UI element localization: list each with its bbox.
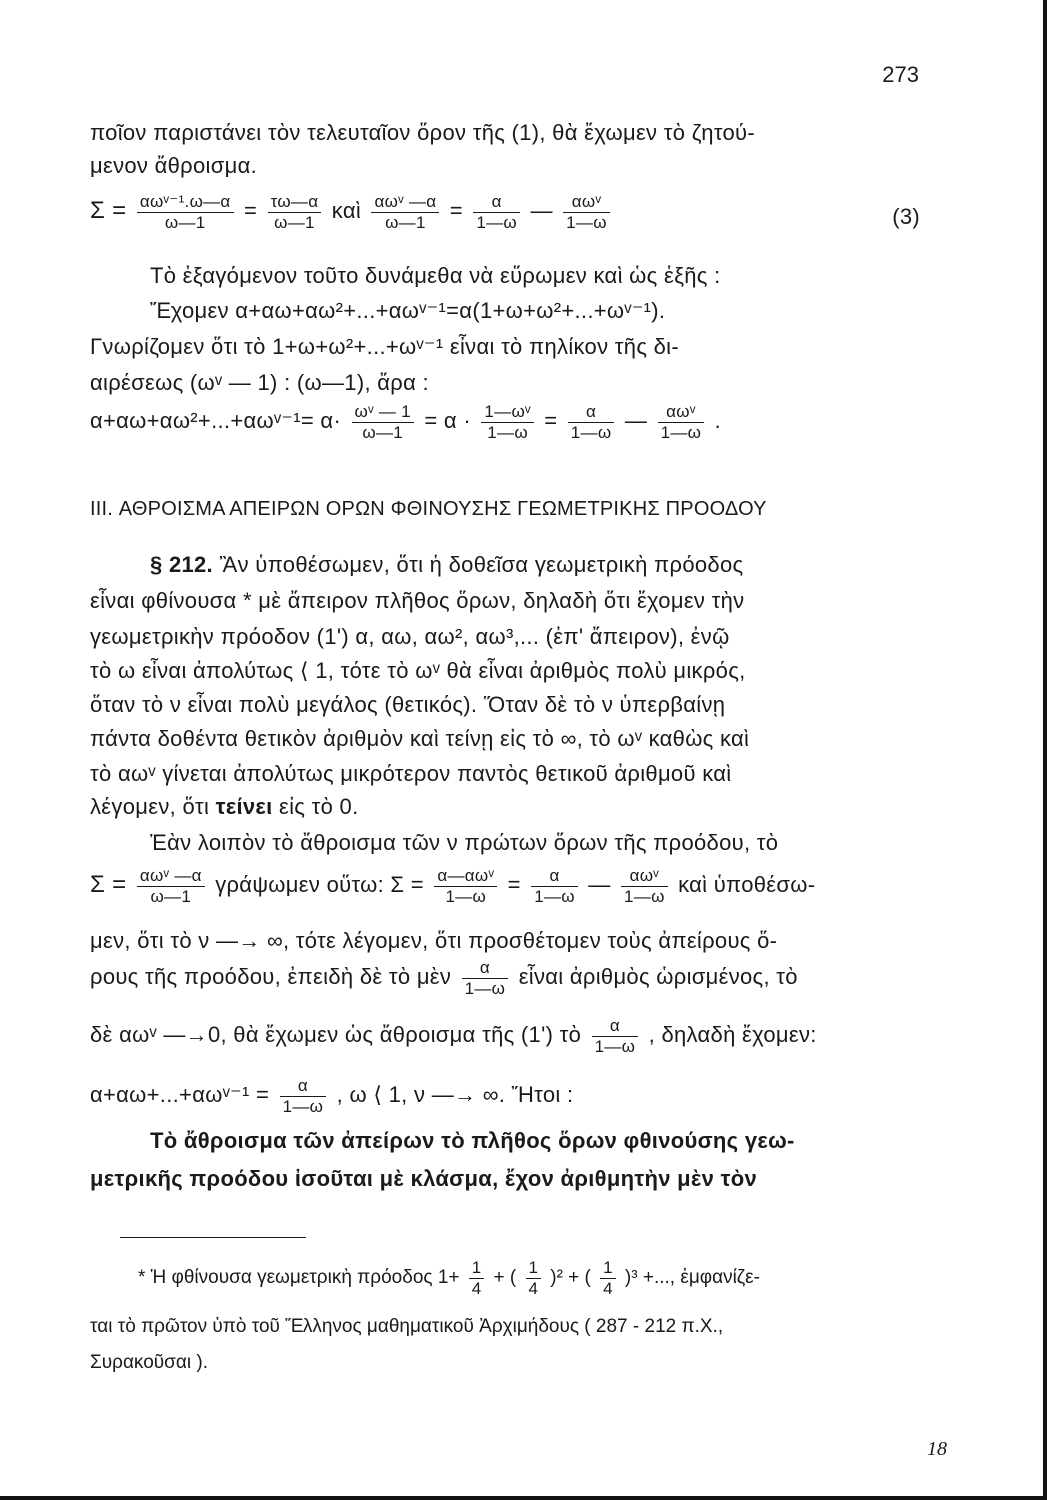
fraction	[481, 402, 533, 442]
text: )² + (	[550, 1267, 591, 1289]
paragraph-line	[90, 1076, 920, 1116]
numerator: αωᵛ	[658, 402, 705, 423]
text: * Ἡ φθίνουσα γεωμετρικὴ πρόοδος 1+	[138, 1267, 460, 1289]
emphasis: τείνει	[215, 794, 273, 819]
denominator: 1—ω	[282, 1096, 324, 1116]
paragraph-line: ὅταν τὸ ν εἶναι πολὺ μεγάλος (θετικός). Ὅταν δὲ τὸ ν ὑπερβαίνῃ	[90, 692, 726, 717]
fraction	[371, 192, 439, 232]
footnote-rule	[120, 1237, 306, 1238]
denominator: ω—1	[385, 212, 426, 232]
text: καὶ ὑποθέσω-	[678, 871, 816, 897]
minus: —	[624, 407, 648, 433]
denominator: 4	[471, 1278, 482, 1298]
denominator: 1—ω	[570, 422, 612, 442]
denominator: 1—ω	[487, 422, 528, 442]
text: γράψωμεν οὕτω: Σ =	[215, 871, 424, 897]
text: α+αω+...+αωᵛ⁻¹ =	[90, 1081, 270, 1107]
numerator: α	[568, 402, 615, 423]
paragraph-line: Γνωρίζομεν ὅτι τὸ 1+ω+ω²+...+ωᵛ⁻¹ εἶναι τὸ πηλίκον τῆς δι-	[90, 334, 679, 359]
fraction	[352, 402, 414, 442]
denominator: 1—ω	[476, 212, 518, 232]
text: + (	[493, 1267, 517, 1289]
numerator: α	[462, 958, 509, 979]
footnote-line	[138, 1258, 760, 1298]
fraction	[462, 958, 509, 998]
fraction	[473, 192, 520, 232]
fraction	[621, 866, 668, 906]
denominator: 1—ω	[464, 978, 506, 998]
equation-lhs: α+αω+αω²+...+αωᵛ⁻¹= α·	[90, 407, 342, 433]
section-title: III. ΑΘΡΟΙΣΜΑ ΑΠΕΙΡΩΝ ΟΡΩΝ ΦΘΙΝΟΥΣΗΣ ΓΕΩΜΕΤΡΙΚΗΣ ΠΡΟΟΔΟΥ	[90, 498, 767, 520]
fraction	[531, 866, 578, 906]
numerator: ωᵛ — 1	[352, 402, 414, 423]
text: λέγομεν, ὅτι	[90, 794, 210, 819]
theorem-line: μετρικῆς προόδου ἰσοῦται μὲ κλάσμα, ἔχον ἀριθμητὴν μὲν τὸν	[90, 1166, 758, 1191]
fraction	[434, 866, 497, 906]
paragraph-line	[150, 552, 980, 578]
denominator: 1—ω	[660, 422, 702, 442]
denominator: 1—ω	[445, 886, 487, 906]
text: ρους τῆς προόδου, ἐπειδὴ δὲ τὸ μὲν	[90, 963, 452, 989]
period: .	[714, 407, 722, 433]
minus: —	[588, 871, 611, 897]
footnote-line: Συρακοῦσαι ).	[90, 1352, 208, 1373]
paragraph-line: πάντα δοθέντα θετικὸν ἀριθμὸν καὶ τείνῃ εἰς τὸ ∞, τὸ ωᵛ καθὼς καὶ	[90, 726, 750, 751]
sigma-symbol: Σ =	[90, 196, 127, 224]
equation-5	[90, 866, 920, 906]
text: εἶναι ἀριθμὸς ὡρισμένος, τὸ	[518, 963, 798, 989]
paragraph-line: Ἐὰν λοιπὸν τὸ ἄθροισμα τῶν ν πρώτων ὅρων τῆς προόδου, τὸ	[150, 830, 779, 855]
fraction	[600, 1258, 615, 1298]
denominator: 1—ω	[566, 212, 607, 232]
paragraph-line	[90, 1016, 920, 1056]
fraction	[469, 1258, 484, 1298]
denominator: ω—1	[274, 212, 315, 232]
numerator: α	[280, 1076, 327, 1097]
text: )³ +..., ἐμφανίζε-	[624, 1267, 760, 1289]
text: , ω ⟨ 1, ν —→ ∞. Ἤτοι :	[336, 1081, 574, 1107]
text: , δηλαδὴ ἔχομεν:	[648, 1021, 817, 1047]
paragraph-line: τὸ αωᵛ γίνεται ἀπολύτως μικρότερον παντὸς θετικοῦ ἀριθμοῦ καὶ	[90, 761, 732, 786]
paragraph-line	[90, 958, 920, 998]
fraction	[280, 1076, 327, 1116]
numerator: αωᵛ —α	[371, 192, 439, 213]
denominator: 1—ω	[594, 1036, 636, 1056]
numerator: 1	[600, 1258, 615, 1279]
paragraph-line: Τὸ ἐξαγόμενον τοῦτο δυνάμεθα νὰ εὕρωμεν καὶ ὡς ἑξῆς :	[150, 263, 721, 288]
equals: =	[449, 197, 463, 223]
numerator: 1	[469, 1258, 484, 1279]
numerator: αωᵛ —α	[137, 866, 205, 887]
denominator: ω—1	[150, 886, 192, 906]
denominator: ω—1	[362, 422, 404, 442]
fraction	[268, 192, 322, 232]
theorem-line: Τὸ ἄθροισμα τῶν ἀπείρων τὸ πλῆθος ὅρων φθινούσης γεω-	[150, 1128, 795, 1153]
denominator: 1—ω	[624, 886, 665, 906]
equals: =	[507, 871, 521, 897]
paragraph-line: αιρέσεως (ωᵛ — 1) : (ω—1), ἄρα :	[90, 370, 429, 395]
paragraph-line: μενον ἄθροισμα.	[90, 153, 258, 178]
numerator: 1	[526, 1258, 541, 1279]
text: εἰς τὸ 0.	[278, 794, 359, 819]
equation-3	[90, 192, 920, 232]
text: Ἂν ὑποθέσωμεν, ὅτι ἡ δοθεῖσα γεωμετρικὴ πρόοδος	[219, 552, 744, 577]
section-mark: § 212.	[150, 552, 213, 577]
paragraph-line: εἶναι φθίνουσα * μὲ ἄπειρον πλῆθος ὅρων, δηλαδὴ ὅτι ἔχομεν τὴν	[90, 588, 745, 613]
paragraph-line: Ἔχομεν α+αω+αω²+...+αωᵛ⁻¹=α(1+ω+ω²+...+ωᵛ⁻¹).	[150, 298, 666, 323]
numerator: 1—ωᵛ	[481, 402, 533, 423]
numerator: α	[592, 1016, 639, 1037]
paragraph-line	[90, 794, 920, 820]
numerator: αωᵛ⁻¹.ω—α	[137, 192, 234, 213]
minus: —	[530, 197, 553, 223]
equation-4	[90, 402, 920, 442]
signature-mark: 18	[927, 1438, 947, 1460]
fraction	[568, 402, 615, 442]
fraction	[563, 192, 610, 232]
numerator: α	[531, 866, 578, 887]
fraction	[137, 866, 205, 906]
denominator: 4	[603, 1278, 613, 1298]
equals: = α ·	[424, 407, 471, 433]
numerator: α—αωᵛ	[434, 866, 497, 887]
numerator: τω—α	[268, 192, 322, 213]
numerator: α	[473, 192, 520, 213]
denominator: ω—1	[164, 212, 206, 232]
denominator: 4	[528, 1278, 538, 1298]
equation-label: (3)	[892, 204, 920, 229]
fraction	[592, 1016, 639, 1056]
denominator: 1—ω	[534, 886, 575, 906]
paragraph-line: ποῖον παριστάνει τὸν τελευταῖον ὅρον τῆς (1), θὰ ἔχωμεν τὸ ζητού-	[90, 120, 756, 145]
footnote-line: ται τὸ πρῶτον ὑπὸ τοῦ Ἕλληνος μαθηματικοῦ Ἀρχιμήδους ( 287 - 212 π.Χ.,	[90, 1316, 724, 1337]
page-number: 273	[882, 62, 919, 87]
equals: =	[544, 407, 558, 433]
paragraph-line: τὸ ω εἶναι ἀπολύτως ⟨ 1, τότε τὸ ωᵛ θὰ εἶναι ἀριθμὸς πολὺ μικρός,	[90, 658, 746, 683]
fraction	[526, 1258, 541, 1298]
word-kai: καὶ	[331, 197, 362, 223]
text: δὲ αωᵛ —→0, θὰ ἔχωμεν ὡς ἄθροισμα τῆς (1') τὸ	[90, 1021, 582, 1047]
sigma-symbol: Σ =	[90, 870, 127, 898]
fraction	[658, 402, 705, 442]
numerator: αωᵛ	[621, 866, 668, 887]
fraction	[137, 192, 234, 232]
paragraph-line: μεν, ὅτι τὸ ν —→ ∞, τότε λέγομεν, ὅτι προσθέτομεν τοὺς ἀπείρους ὅ-	[90, 928, 778, 953]
numerator: αωᵛ	[563, 192, 610, 213]
equals: =	[244, 197, 258, 223]
paragraph-line: γεωμετρικὴν πρόοδον (1') α, αω, αω², αω³,... (ἐπ' ἄπειρον), ἐνῷ	[90, 624, 730, 649]
